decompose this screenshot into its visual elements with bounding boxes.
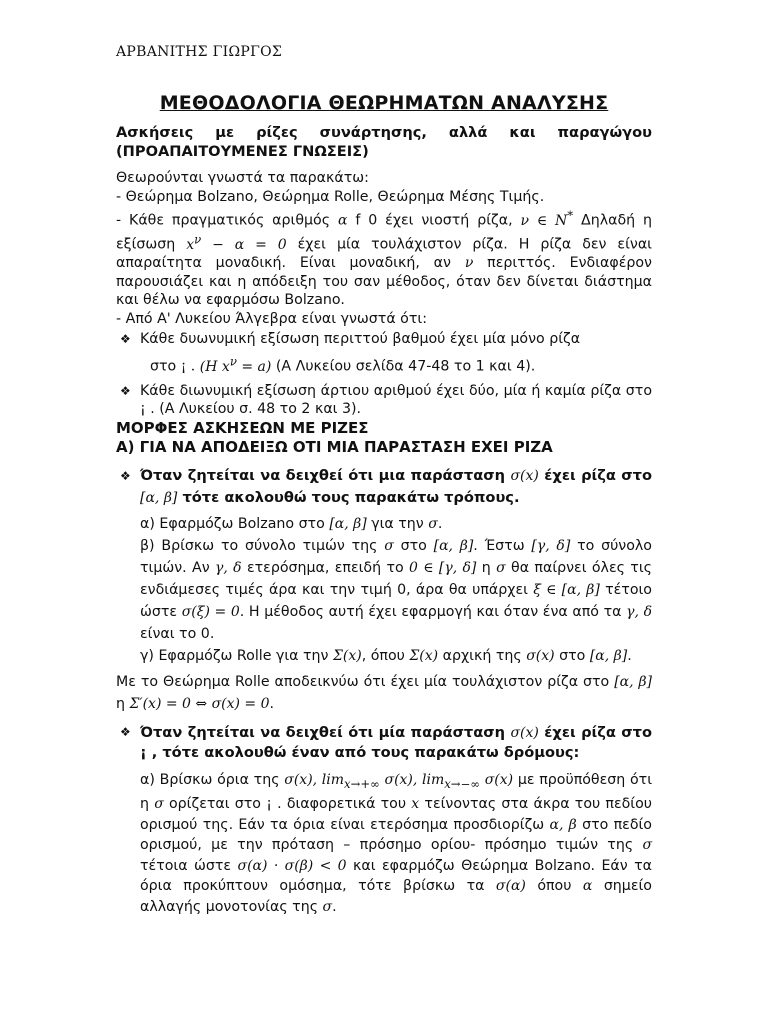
bullet-odd-degree: ❖ Κάθε δυωνυμική εξίσωση περιττού βαθμού έχει μία μόνο ρίζα στο ¡ . (Η $x^\nu = a$) (Α Λυκείου σελίδα 47-48 το 1 και 4). xyxy=(116,328,652,378)
page-title: ΜΕΘΟΔΟΛΟΓΙΑ ΘΕΩΡΗΜΑΤΩΝ ΑΝΑΛΥΣΗΣ xyxy=(159,92,609,114)
diamond-bullet-icon: ❖ xyxy=(120,724,131,739)
section-a-heading: Α) ΓΙΑ ΝΑ ΑΠΟΔΕΙΞΩ ΟΤΙ ΜΙΑ ΠΑΡΑΣΤΑΣΗ ΕΧΕΙ ΡΙΖΑ xyxy=(116,437,553,456)
subtitle: Ασκήσεις με ρίζες συνάρτησης, αλλά και παραγώγου (ΠΡΟΑΠΑΙΤΟΥΜΕΝΕΣ ΓΝΩΣΕΙΣ) xyxy=(116,124,652,160)
document-body xyxy=(116,124,652,917)
known-theorems: - Θεώρημα Bolzano, Θεώρημα Rolle, Θεώρημα Μέσης Τιμής. xyxy=(116,188,545,205)
step2-a: α) Βρίσκω όρια της σ(x), $\lim_{x\to+\infty} \sigma(x)$, $\lim_{x\to-\infty} \sigma(x)$ με προϋπόθεση ότι η σ ορίζεται στο ¡ . διαφορετικά του x τείνοντας στα άκρα του πεδίου ορισμού της. Εάν τα όρια είναι ετερόσημα προσδιορίζω α, β στο πεδίο ορισμού, με την πρόταση – πρόσημο ορίου- πρόσημο τιμών της σ τέτοια ώστε σ(α) · σ(β) < 0 και εφαρμόζω Θεώρημα Bolzano. Εάν τα όρια προκύπτουν ομόσημα, τότε βρίσκω τα σ(α) όπου α σημείο αλλαγής μονοτονίας της σ. xyxy=(140,771,653,915)
diamond-bullet-icon: ❖ xyxy=(120,468,131,483)
section-heading: ΜΟΡΦΕΣ ΑΣΚΗΣΕΩΝ ΜΕ ΡΙΖΕΣ xyxy=(116,418,369,437)
algebra-intro: - Από Α' Λυκείου Άλγεβρα είναι γνωστά ότι: xyxy=(116,310,427,327)
root-paragraph: - Κάθε πραγματικός αριθμός α f 0 έχει νιοστή ρίζα, ν ∈ N* Δηλαδή η εξίσωση $x^\nu - \alpha = 0$ έχει μία τουλάχιστον ρίζα. Η ρίζα δεν είναι απαραίτητα μοναδική. Είναι μοναδική, αν ν περιττός. Ενδιαφέρον παρουσιάζει και η απόδειξη του σαν μέθοδος, όταν δεν δίνεται διάστημα και θέλω να εφαρμόσω Bolzano. xyxy=(116,208,653,309)
case-2: ❖ Όταν ζητείται να δειχθεί ότι μία παράσταση σ(x) έχει ρίζα στο ¡ , τότε ακολουθώ έναν από τους παρακάτω δρόμους: xyxy=(120,723,652,761)
case-1: ❖ Όταν ζητείται να δειχθεί ότι μια παράσταση σ(x) έχει ρίζα στο [α, β] τότε ακολουθώ τους παρακάτω τρόπους. xyxy=(120,466,652,506)
author-name: ΑΡΒΑΝΙΤΗΣ ΓΙΩΡΓΟΣ xyxy=(116,44,283,60)
diamond-bullet-icon: ❖ xyxy=(120,332,131,347)
intro-line: Θεωρούνται γνωστά τα παρακάτω: xyxy=(116,170,369,186)
bullet-even-degree: ❖ Κάθε διωνυμική εξίσωση άρτιου αριθμού έχει δύο, μία ή καμία ρίζα στο ¡ . (Α Λυκείου σ. 48 το 2 και 3). xyxy=(120,382,652,418)
step-a: α) Εφαρμόζω Bolzano στο [α, β] για την σ. xyxy=(140,515,443,532)
step-b: β) Βρίσκω το σύνολο τιμών της σ στο [α, β]. Έστω [γ, δ] το σύνολο τιμών. Αν γ, δ ετερόσημα, επειδή το 0 ∈ [γ, δ] η σ θα παίρνει όλες τις ενδιάμεσες τιμές άρα και την τιμή 0, άρα θα υπάρχει ξ ∈ [α, β] τέτοιο ώστε σ(ξ) = 0. Η μέθοδος αυτή έχει εφαρμογή και όταν ένα από τα γ, δ είναι το 0. xyxy=(140,537,653,642)
diamond-bullet-icon: ❖ xyxy=(120,383,131,398)
step-c: γ) Εφαρμόζω Rolle για την Σ(x), όπου Σ(x) αρχική της σ(x) στο [α, β]. xyxy=(140,647,632,664)
rolle-paragraph: Με το Θεώρημα Rolle αποδεικνύω ότι έχει μία τουλάχιστον ρίζα στο [α, β] η Σ′(x) = 0 ⇔ σ(x) = 0. xyxy=(116,673,652,712)
